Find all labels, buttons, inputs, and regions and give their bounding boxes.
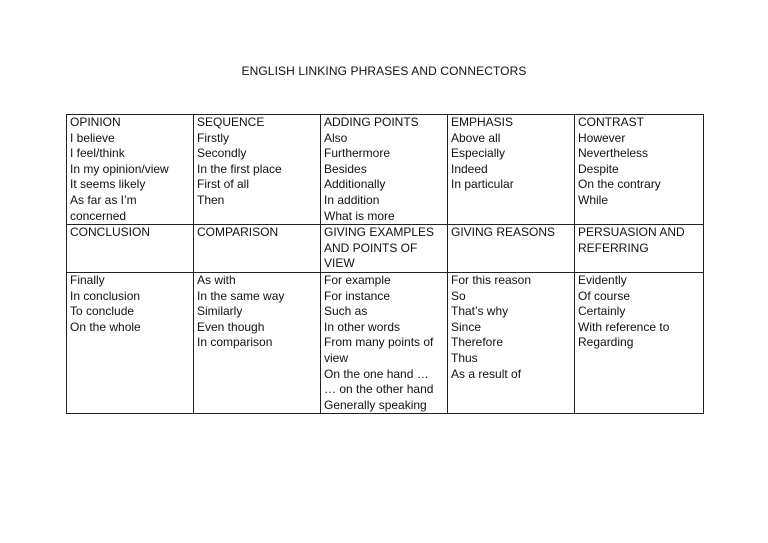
table-row-headers-2 — [67, 225, 704, 273]
table-cell-comparison — [194, 272, 321, 413]
cell-line: Even though — [197, 319, 265, 334]
cell-line: In other words — [324, 319, 401, 334]
table-cell-giving-reasons — [448, 272, 575, 413]
table-cell-sequence — [194, 115, 321, 225]
table-cell-conclusion — [67, 272, 194, 413]
cell-line: … on the other hand — [324, 382, 434, 397]
page-title: ENGLISH LINKING PHRASES AND CONNECTORS — [241, 64, 527, 78]
cell-line: Certainly — [578, 304, 626, 319]
cell-line: Then — [197, 192, 225, 207]
cell-line: On the one hand … — [324, 366, 429, 381]
cell-line: In addition — [324, 192, 380, 207]
table-row-categories-2 — [67, 272, 704, 413]
cell-line: On the contrary — [578, 177, 661, 192]
cell-line: To conclude — [70, 304, 135, 319]
cell-line: CONTRAST — [578, 115, 644, 129]
table-cell-giving-examples — [321, 272, 448, 413]
cell-line: EMPHASIS — [451, 115, 514, 129]
cell-line: Besides — [324, 161, 367, 176]
cell-line: In the same way — [197, 288, 285, 303]
table-cell-opinion — [67, 115, 194, 225]
cell-line: Also — [324, 130, 348, 145]
cell-line: Since — [451, 319, 482, 334]
cell-line: PERSUASION AND REFERRING — [578, 225, 685, 255]
cell-line: OPINION — [70, 115, 121, 129]
cell-line: While — [578, 192, 609, 207]
cell-line: Additionally — [324, 177, 386, 192]
cell-line: For instance — [324, 288, 391, 303]
cell-line: Finally — [70, 272, 105, 287]
table-cell-giving-reasons-header — [448, 225, 575, 273]
cell-line: Nevertheless — [578, 146, 649, 161]
cell-line: On the whole — [70, 319, 141, 334]
cell-line: I believe — [70, 130, 115, 145]
cell-line: As a result of — [451, 366, 522, 381]
cell-line: That’s why — [451, 304, 509, 319]
table-cell-adding-points — [321, 115, 448, 225]
cell-line: From many points of view — [324, 335, 434, 365]
cell-line: Thus — [451, 350, 478, 365]
cell-line: Generally speaking — [324, 397, 427, 412]
cell-line: Above all — [451, 130, 501, 145]
cell-line: Similarly — [197, 304, 243, 319]
cell-line: It seems likely — [70, 177, 146, 192]
cell-line: In comparison — [197, 335, 273, 350]
cell-line: CONCLUSION — [70, 225, 151, 240]
cell-line: Such as — [324, 304, 368, 319]
cell-line: As far as I’m concerned — [70, 192, 137, 223]
cell-line: Evidently — [578, 272, 627, 287]
table-cell-persuasion — [575, 272, 704, 413]
cell-line: GIVING EXAMPLES AND POINTS OF VIEW — [324, 225, 435, 271]
cell-line: Firstly — [197, 130, 229, 145]
cell-line: Of course — [578, 288, 631, 303]
table-cell-contrast — [575, 115, 704, 225]
cell-line: Indeed — [451, 161, 488, 176]
cell-line: What is more — [324, 208, 395, 223]
cell-line: COMPARISON — [197, 225, 279, 240]
table-cell-giving-examples-header — [321, 225, 448, 273]
cell-line: So — [451, 288, 466, 303]
cell-line: Regarding — [578, 335, 634, 350]
table-cell-emphasis — [448, 115, 575, 225]
cell-line: First of all — [197, 177, 250, 192]
table-cell-conclusion-header — [67, 225, 194, 273]
table-cell-persuasion-header — [575, 225, 704, 273]
cell-line: As with — [197, 272, 236, 287]
linking-phrases-table — [66, 114, 704, 414]
cell-line: Furthermore — [324, 146, 391, 161]
cell-line: Secondly — [197, 146, 247, 161]
cell-line: For this reason — [451, 272, 532, 287]
cell-line: For example — [324, 272, 391, 287]
cell-line: However — [578, 130, 626, 145]
cell-line: Despite — [578, 161, 619, 176]
cell-line: In my opinion/view — [70, 161, 169, 176]
cell-line: In the first place — [197, 161, 282, 176]
cell-line: GIVING REASONS — [451, 225, 556, 240]
cell-line: Therefore — [451, 335, 504, 350]
cell-line: With reference to — [578, 319, 670, 334]
cell-line: In particular — [451, 177, 514, 192]
cell-line: ADDING POINTS — [324, 115, 419, 129]
cell-line: Especially — [451, 146, 506, 161]
cell-line: In conclusion — [70, 288, 141, 303]
cell-line: I feel/think — [70, 146, 125, 161]
table-cell-comparison-header — [194, 225, 321, 273]
cell-line: SEQUENCE — [197, 115, 265, 129]
table-row-categories-1 — [67, 115, 704, 225]
